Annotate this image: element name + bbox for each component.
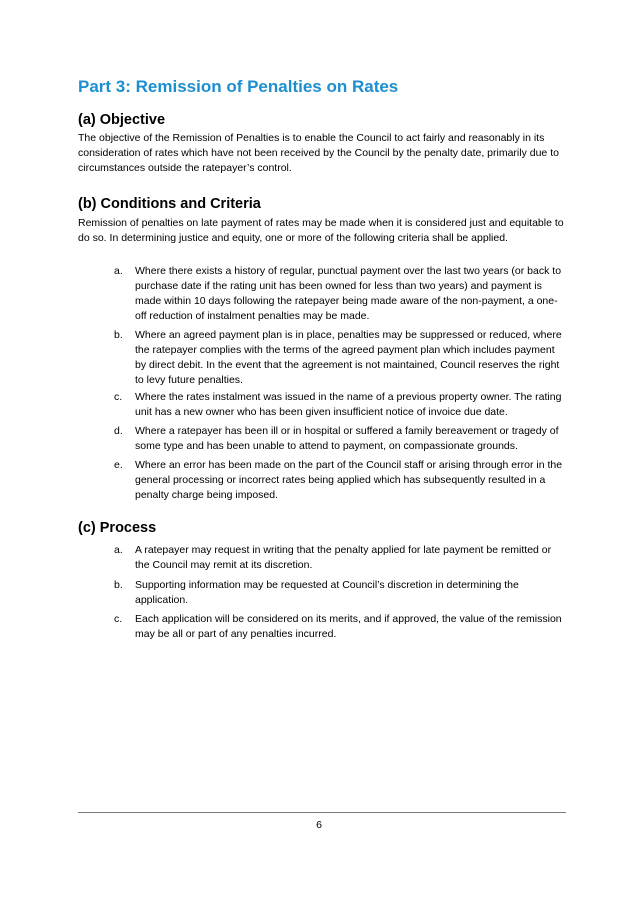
criteria-item-letter: e.: [114, 459, 123, 471]
conditions-heading: (b) Conditions and Criteria: [78, 196, 261, 212]
process-section: [78, 519, 568, 537]
criteria-item-letter: a.: [114, 265, 123, 277]
objective-text: The objective of the Remission of Penalties is to enable the Council to act fairly and reasonably in its consideration of rates which have not been received by the Council by the penalty date, primarily due to circumstances outside the ratepayer’s control.: [78, 132, 559, 174]
footer-divider: [78, 812, 566, 813]
conditions-intro: Remission of penalties on late payment of rates may be made when it is considered just and equitable to do so. In determining justice and equity, one or more of the following criteria shall be applied.: [78, 217, 564, 244]
criteria-item-letter: c.: [114, 391, 123, 403]
process-heading: (c) Process: [78, 520, 157, 536]
objective-heading: (a) Objective: [78, 112, 166, 128]
criteria-item-text: Where an error has been made on the part of the Council staff or arising through error in the general processing or incorrect rates being applied which has subsequently resulted in a penalty charge being imposed.: [135, 459, 563, 501]
process-item-letter: a.: [114, 544, 123, 556]
process-item-text: Supporting information may be requested at Council’s discretion in determining the application.: [135, 579, 519, 606]
conditions-intro-block: [78, 216, 568, 246]
page-number: 6: [316, 819, 322, 831]
criteria-item-text: Where there exists a history of regular, punctual payment over the last two years (or back to purchase date if the rating unit has been owned for less than two years) and payment is made within 10 days following the ratepayer being made aware of the non-payment, a one-off reduction of instalment penalties may be made.: [135, 265, 562, 322]
objective-body: [78, 131, 568, 176]
process-item-letter: c.: [114, 613, 123, 625]
page-title: Part 3: Remission of Penalties on Rates: [78, 77, 399, 96]
criteria-item-letter: d.: [114, 425, 123, 437]
criteria-item-letter: b.: [114, 329, 123, 341]
process-item-text: Each application will be considered on its merits, and if approved, the value of the remission may be all or part of any penalties incurred.: [135, 613, 562, 640]
criteria-item-text: Where a ratepayer has been ill or in hospital or suffered a family bereavement or tragedy of some type and has been unable to attend to payment, on compassionate grounds.: [135, 425, 559, 452]
process-item-letter: b.: [114, 579, 123, 591]
criteria-item-text: Where the rates instalment was issued in the name of a previous property owner. The rating unit has a new owner who has been given insufficient notice of invoice due date.: [135, 391, 562, 418]
conditions-section: [78, 195, 568, 213]
criteria-item-text: Where an agreed payment plan is in place, penalties may be suppressed or reduced, where the ratepayer complies with the terms of the agreed payment plan which includes payment by direct debit. In the event that the agreement is not maintained, Council reserves the right to levy future penalties.: [135, 329, 562, 386]
process-item-text: A ratepayer may request in writing that the penalty applied for late payment be remitted or the Council may remit at its discretion.: [135, 544, 552, 571]
objective-section: [78, 111, 568, 129]
